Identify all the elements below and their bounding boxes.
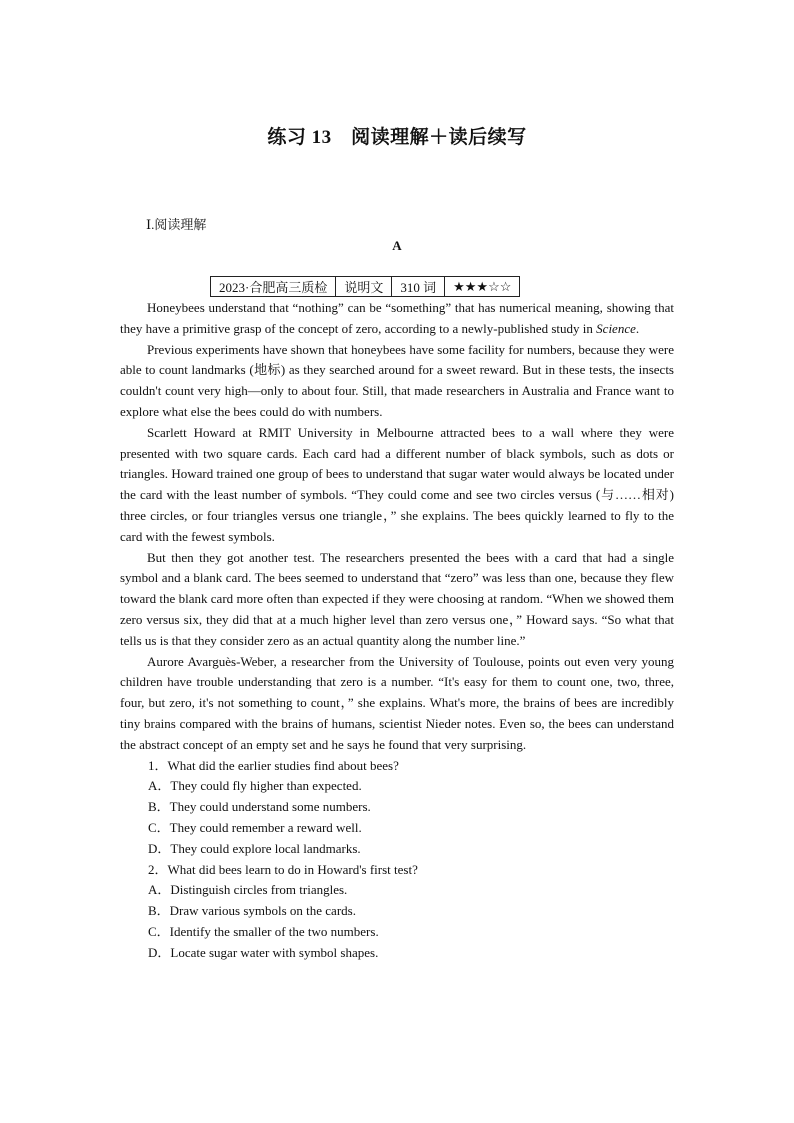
section-label: Ⅰ.阅读理解	[146, 217, 207, 232]
passage-info-table	[210, 276, 520, 297]
answer-option: B．They could understand some numbers.	[148, 799, 371, 815]
paragraph: Previous experiments have shown that honeybees have some facility for numbers, because they were able to count landmarks (地标) as they searched around for a sweet reward. But in these tests, the insects couldn't count very high—only to about four. Still, that made researchers in Australia and France want to explore what else the bees could do with numbers.	[120, 341, 674, 419]
question-stem: 2．What did bees learn to do in Howard's first test?	[148, 861, 418, 877]
paragraph: But then they got another test. The researchers presented the bees with a card that had a single symbol and a blank card. The bees seemed to understand that “zero” was less than one, because they flew toward the blank card more often than expected if they were choosing at random. “When we showed them zero versus six, they did that at a much higher level than zero versus one，” Howard says. “So what that tells us is that they consider zero as an actual quantity along the number line.”	[120, 549, 674, 648]
info-word-count: 310 词	[392, 277, 445, 297]
answer-option: C．They could remember a reward well.	[148, 819, 362, 835]
answer-option: C．Identify the smaller of the two numbers.	[148, 923, 379, 939]
question-stem: 1．What did the earlier studies find about bees?	[148, 757, 399, 773]
paragraph: Honeybees understand that “nothing” can be “something” that has numerical meaning, showing that they have a primitive grasp of the concept of zero, according to a newly-published study in Science.	[120, 300, 674, 336]
info-source: 2023·合肥高三质检	[211, 277, 336, 297]
info-genre: 说明文	[336, 277, 392, 297]
info-difficulty-stars: ★★★☆☆	[445, 277, 520, 297]
answer-option: A．They could fly higher than expected.	[148, 778, 362, 794]
answer-option: D．They could explore local landmarks.	[148, 840, 361, 856]
paragraph: Scarlett Howard at RMIT University in Melbourne attracted bees to a wall where they were presented with two square cards. Each card had a different number of black symbols, such as dots or triangles. Howard trained one group of bees to understand that sugar water would always be located under the card with the least number of symbols. “They could come and see two circles versus (与……相对) three circles, or four triangles versus one triangle，” she explains. The bees quickly learned to fly to the card with the fewest symbols.	[120, 424, 674, 544]
page-title: 练习 13 阅读理解＋读后续写	[267, 127, 527, 148]
answer-option: B．Draw various symbols on the cards.	[148, 903, 356, 919]
answer-option: D．Locate sugar water with symbol shapes.	[148, 944, 379, 960]
answer-option: A．Distinguish circles from triangles.	[148, 882, 348, 898]
paragraph: Aurore Avarguès-Weber, a researcher from the University of Toulouse, points out even very young children have trouble understanding that zero is a number. “It's easy for them to count one, two, three, four, but zero, it's not something to count，” she explains. What's more, the brains of bees are incredibly tiny brains compared with the brains of humans, scientist Nieder notes. Even so, the bees can understand the abstract concept of an empty set and he says he found that very surprising.	[120, 653, 674, 752]
passage-label: A	[392, 238, 402, 253]
passage-body	[120, 298, 674, 964]
